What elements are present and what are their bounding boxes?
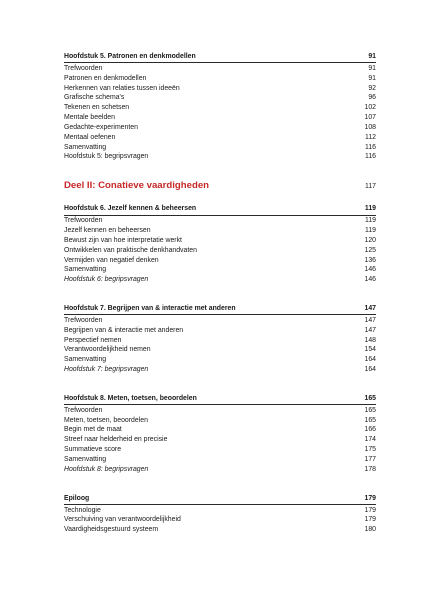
toc-entry[interactable]: Gedachte-experimenten 108 [64, 123, 376, 131]
toc-entry[interactable]: Technologie 179 [64, 506, 376, 514]
toc-entry[interactable]: Hoofdstuk 8: begripsvragen 178 [64, 465, 376, 473]
toc-entry[interactable]: Samenvatting 116 [64, 143, 376, 151]
toc-entry[interactable]: Samenvatting 146 [64, 266, 376, 274]
chapter-title: Hoofdstuk 5. Patronen en denkmodellen [64, 53, 196, 60]
chapter-heading[interactable] [64, 304, 376, 314]
toc-entry[interactable]: Trefwoorden 119 [64, 217, 376, 225]
toc-entry[interactable]: Perspectief nemen 148 [64, 336, 376, 344]
page-number: 165 [364, 394, 376, 402]
chapter-heading[interactable] [64, 494, 376, 504]
toc-entry[interactable]: Trefwoorden 147 [64, 316, 376, 324]
table-of-contents [64, 52, 376, 535]
chapter-title: Hoofdstuk 6. Jezelf kennen & beheersen [64, 205, 197, 213]
toc-entry[interactable]: Hoofdstuk 7: begripsvragen 164 [64, 366, 376, 374]
toc-entry[interactable]: Verantwoordelijkheid nemen 154 [64, 346, 376, 354]
toc-chapter-5 [64, 52, 376, 162]
part-title: Deel II: Conatieve vaardigheden [64, 180, 210, 192]
toc-entry[interactable]: Verschuiving van verantwoordelijkheid 179 [64, 516, 376, 524]
toc-entry[interactable]: Mentale beelden 107 [64, 114, 376, 122]
toc-entry[interactable]: Trefwoorden 165 [64, 406, 376, 414]
toc-entry[interactable]: Trefwoorden 91 [64, 64, 376, 72]
toc-entry[interactable]: Patronen en denkmodellen 91 [64, 74, 376, 82]
page-number: 179 [364, 494, 376, 502]
toc-entry[interactable]: Summatieve score 175 [64, 446, 376, 454]
toc-entry[interactable]: Mentaal oefenen 112 [64, 133, 376, 141]
toc-entry[interactable]: Bewust zijn van hoe interpretatie werkt 120 [64, 236, 376, 244]
chapter-heading[interactable] [64, 52, 376, 62]
toc-entry[interactable]: Hoofdstuk 5: begripsvragen 116 [64, 153, 376, 161]
toc-entry[interactable]: Begin met de maat 166 [64, 426, 376, 434]
chapter-title: Epiloog [64, 494, 90, 502]
chapter-title: Hoofdstuk 8. Meten, toetsen, beoordelen [64, 394, 197, 402]
toc-entry[interactable]: Meten, toetsen, beoordelen 165 [64, 416, 376, 424]
toc-entry[interactable]: Grafische schema's 96 [64, 94, 376, 102]
chapter-heading[interactable] [64, 394, 376, 404]
toc-entry[interactable]: Streef naar helderheid en precisie 174 [64, 436, 376, 444]
toc-part-heading[interactable] [64, 180, 376, 193]
toc-entry[interactable]: Samenvatting 164 [64, 356, 376, 364]
toc-entry[interactable]: Vermijden van negatief denken 136 [64, 256, 376, 264]
page-number: 147 [364, 305, 376, 313]
toc-epilogue [64, 494, 376, 535]
toc-entry[interactable]: Begrijpen van & interactie met anderen 147 [64, 326, 376, 334]
toc-entry[interactable]: Jezelf kennen en beheersen 119 [64, 226, 376, 234]
page-number: 119 [364, 205, 376, 213]
toc-entry[interactable]: Tekenen en schetsen 102 [64, 104, 376, 112]
toc-chapter-8 [64, 394, 376, 475]
toc-chapter-7 [64, 304, 376, 375]
page-number: 91 [368, 53, 376, 60]
toc-entry[interactable]: Vaardigheidsgestuurd systeem 180 [64, 526, 376, 534]
chapter-title: Hoofdstuk 7. Begrijpen van & interactie met anderen [64, 305, 236, 313]
toc-entry[interactable]: Samenvatting 177 [64, 456, 376, 463]
toc-entry[interactable]: Ontwikkelen van praktische denkhandvaten 125 [64, 246, 376, 254]
toc-entry[interactable]: Herkennen van relaties tussen ideeën 92 [64, 84, 376, 92]
page-number: 117 [365, 183, 376, 191]
chapter-heading[interactable] [64, 204, 376, 214]
toc-chapter-6 [64, 204, 376, 285]
toc-entry[interactable]: Hoofdstuk 6: begripsvragen 146 [64, 276, 376, 284]
